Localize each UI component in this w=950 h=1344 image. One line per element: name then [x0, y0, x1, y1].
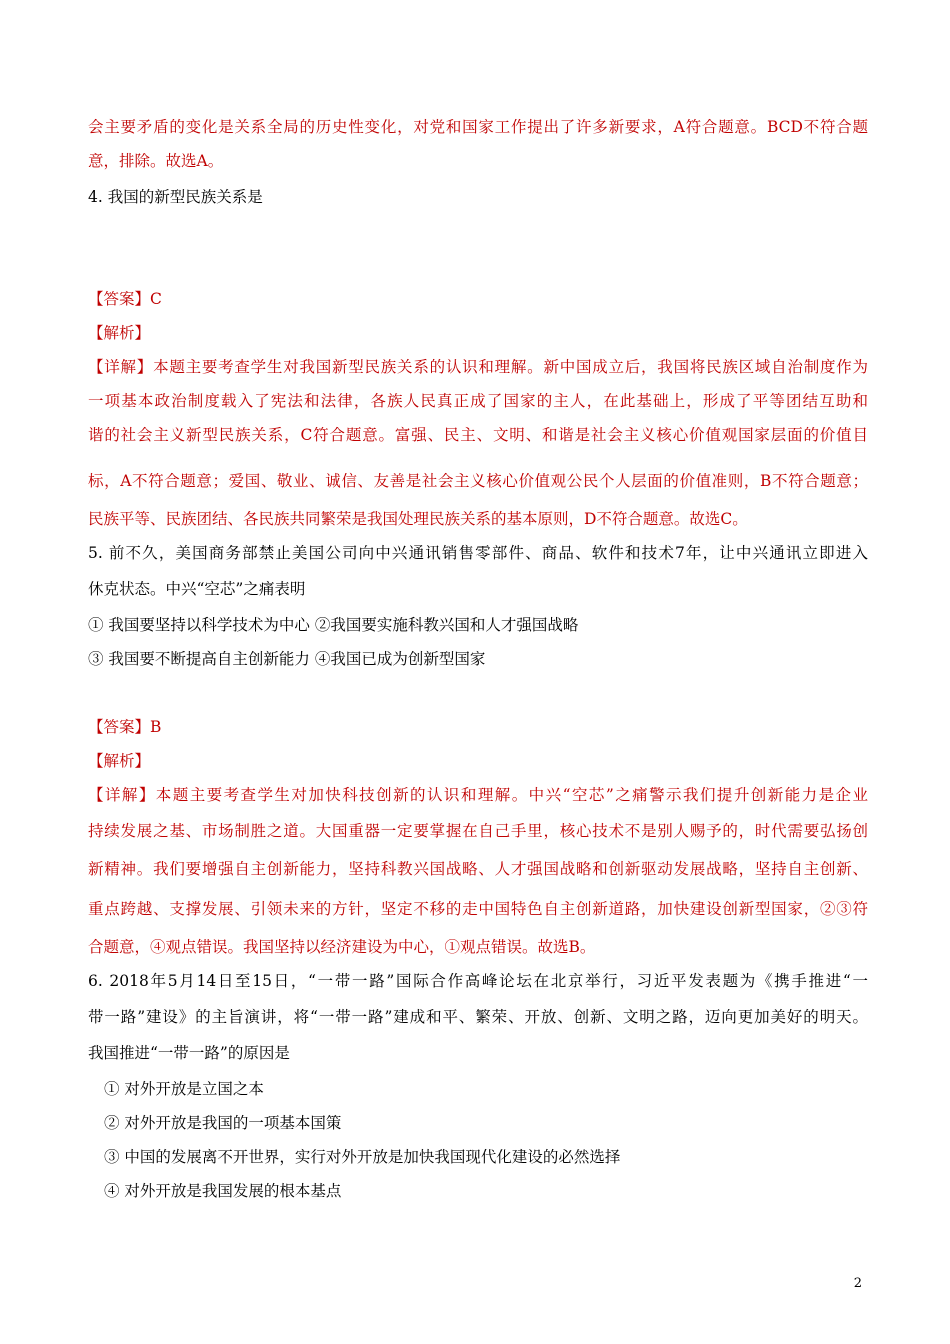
q3-explanation-line-2: 意，排除。故选A。: [88, 152, 224, 170]
q4-detail-line: 标，A不符合题意；爱国、敬业、诚信、友善是社会主义核心价值观公民个人层面的价值准则，B不符合题意；: [88, 472, 868, 490]
q6-stem-line: 我国推进“一带一路”的原因是: [88, 1044, 290, 1062]
q6-statement-line: ④ 对外开放是我国发展的根本基点: [104, 1182, 342, 1200]
q5-detail-line: 合题意，④观点错误。我国坚持以经济建设为中心，①观点错误。故选B。: [88, 938, 596, 956]
page-number: 2: [853, 1276, 862, 1291]
q6-statement-line: ① 对外开放是立国之本: [104, 1080, 264, 1098]
q5-detail-line: 新精神。我们要增强自主创新能力，坚持科教兴国战略、人才强国战略和创新驱动发展战略，坚持自主创新、: [88, 860, 868, 878]
q5-answer: 【答案】B: [88, 718, 162, 736]
q3-explanation-line-1: 会主要矛盾的变化是关系全局的历史性变化，对党和国家工作提出了许多新要求，A符合题意。BCD不符合题: [88, 118, 868, 136]
q6-stem-line: 带一路”建设》的主旨演讲，将“一带一路”建成和平、繁荣、开放、创新、文明之路，迈向更加美好的明天。: [88, 1008, 868, 1026]
q6-stem-line: 6. 2018年5月14日至15日，“一带一路”国际合作高峰论坛在北京举行，习近平发表题为《携手推进“一: [88, 972, 868, 990]
q4-detail-line: 谐的社会主义新型民族关系，C符合题意。富强、民主、文明、和谐是社会主义核心价值观国家层面的价值目: [88, 426, 868, 444]
q5-detail-line: 重点跨越、支撑发展、引领未来的方针，坚定不移的走中国特色自主创新道路，加快建设创新型国家，②③符: [88, 900, 868, 918]
q5-stem-line: 5. 前不久，美国商务部禁止美国公司向中兴通讯销售零部件、商品、软件和技术7年，让中兴通讯立即进入: [88, 544, 868, 562]
q5-detail-line: 【详解】本题主要考查学生对加快科技创新的认识和理解。中兴“空芯”之痛警示我们提升创新能力是企业: [88, 786, 868, 804]
q4-answer: 【答案】C: [88, 290, 162, 308]
q5-detail-line: 持续发展之基、市场制胜之道。大国重器一定要掌握在自己手里，核心技术不是别人赐予的，时代需要弘扬创: [88, 822, 868, 840]
q4-detail-line: 一项基本政治制度载入了宪法和法律，各族人民真正成了国家的主人，在此基础上，形成了平等团结互助和: [88, 392, 868, 410]
q5-stem-line: 休克状态。中兴“空芯”之痛表明: [88, 580, 306, 598]
q5-analysis-label: 【解析】: [88, 752, 151, 770]
q4-analysis-label: 【解析】: [88, 324, 151, 342]
q6-statement-line: ② 对外开放是我国的一项基本国策: [104, 1114, 342, 1132]
q5-statement-line: ① 我国要坚持以科学技术为中心 ②我国要实施科教兴国和人才强国战略: [88, 616, 579, 634]
q4-detail-line: 【详解】本题主要考查学生对我国新型民族关系的认识和理解。新中国成立后，我国将民族区域自治制度作为: [88, 358, 868, 376]
q5-statement-line: ③ 我国要不断提高自主创新能力 ④我国已成为创新型国家: [88, 650, 486, 668]
q6-statement-line: ③ 中国的发展离不开世界，实行对外开放是加快我国现代化建设的必然选择: [104, 1148, 621, 1166]
q4-stem: 4. 我国的新型民族关系是: [88, 188, 263, 206]
q4-detail-line: 民族平等、民族团结、各民族共同繁荣是我国处理民族关系的基本原则，D不符合题意。故选C。: [88, 510, 748, 528]
